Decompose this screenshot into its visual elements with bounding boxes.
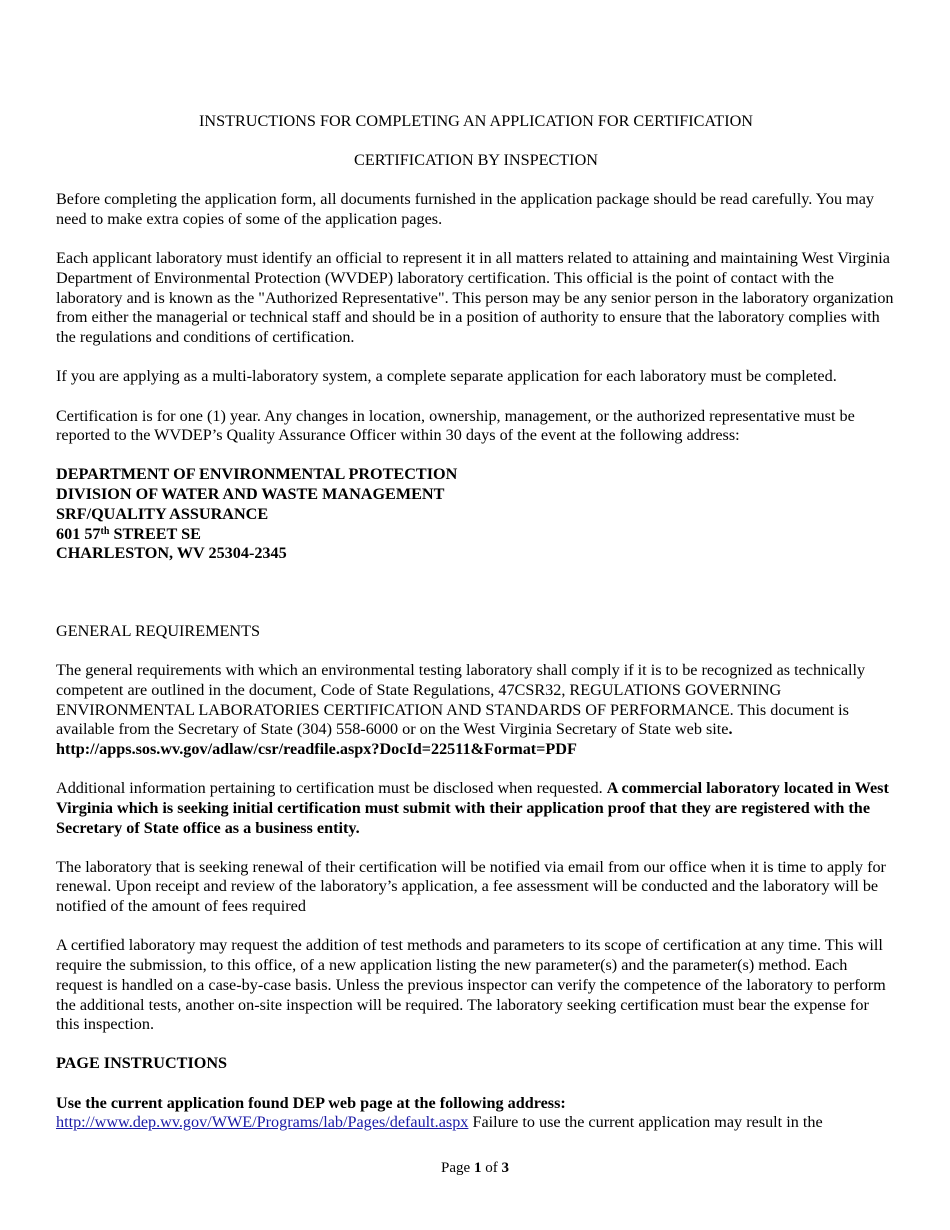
page-instructions-heading: PAGE INSTRUCTIONS <box>56 1054 228 1073</box>
document-title: INSTRUCTIONS FOR COMPLETING AN APPLICATION FOR CERTIFICATION <box>199 112 753 130</box>
document-subtitle: CERTIFICATION BY INSPECTION <box>354 151 598 170</box>
page-footer: Page 1 of 3 <box>441 1160 509 1176</box>
address-street: 601 57th STREET SE <box>56 524 201 543</box>
document-page <box>56 112 896 1133</box>
current-application-lead: Use the current application found DEP web page at the following address: <box>56 1093 566 1112</box>
general-requirements-heading: GENERAL REQUIREMENTS <box>56 621 260 640</box>
current-page-number: 1 <box>473 1160 482 1176</box>
regulations-url: . http://apps.sos.wv.gov/adlaw/csr/readfile.aspx?DocId=22511&Format=PDF <box>56 720 733 758</box>
certification-term-paragraph: Certification is for one (1) year. Any changes in location, ownership, management, or the authorized representative must be reported to the WVDEP’s Quality Assurance Officer within 30 days of the event at the following address: <box>56 406 855 445</box>
disclosure-paragraph: Additional information pertaining to certification must be disclosed when requested. A commercial laboratory located in West Virginia which is seeking initial certification must submit with their application proof that they are registered with the Secretary of State office as a business entity. <box>56 779 889 837</box>
dep-application-link[interactable]: http://www.dep.wv.gov/WWE/Programs/lab/Pages/default.aspx <box>56 1113 469 1132</box>
authorized-rep-paragraph: Each applicant laboratory must identify an official to represent it in all matters related to attaining and maintaining West Virginia Department of Environmental Protection (WVDEP) laboratory certification. This official is the point of contact with the laboratory and is known as the "Authorized Representative". This person may be any senior person in the laboratory organization from either the managerial or technical staff and should be in a position of authority to ensure that the laboratory complies with the regulations and conditions of certification. <box>56 249 894 347</box>
regulations-paragraph: The general requirements with which an environmental testing laboratory shall comply if it is to be recognized as technically competent are outlined in the document, Code of State Regulations, 47CSR32, REGULATIONS GOVERNING ENVIRONMENTAL LABORATORIES CERTIFICATION AND STANDARDS OF PERFORMANCE. This document is available from the Secretary of State (304) 558-6000 or on the West Virginia Secretary of State web site. http://apps.sos.wv.gov/adlaw/csr/readfile.aspx?DocId=22511&Format=PDF <box>56 661 866 758</box>
address-line: CHARLESTON, WV 25304-2345 <box>56 544 287 563</box>
total-page-number: 3 <box>501 1160 509 1176</box>
commercial-lab-notice: A commercial laboratory located in West Virginia which is seeking initial certification must submit with their application proof that they are registered with the Secretary of State office as a business entity. <box>56 779 889 837</box>
add-methods-paragraph: A certified laboratory may request the addition of test methods and parameters to its scope of certification at any time. This will require the submission, to this office, of a new application listing the new parameter(s) and the parameter(s) method. Each request is handled on a case-by-case basis. Unless the previous inspector can verify the competence of the laboratory to perform the additional tests, another on-site inspection will be required. The laboratory seeking certification must bear the expense for this inspection. <box>56 936 886 1034</box>
intro-paragraph: Before completing the application form, all documents furnished in the application package should be read carefully. You may need to make extra copies of some of the application pages. <box>56 190 874 229</box>
address-line: DIVISION OF WATER AND WASTE MANAGEMENT <box>56 485 445 504</box>
address-line: SRF/QUALITY ASSURANCE <box>56 504 269 523</box>
current-application-paragraph <box>56 1094 896 1133</box>
failure-notice: Failure to use the current application may result in the <box>468 1113 823 1132</box>
address-line: DEPARTMENT OF ENVIRONMENTAL PROTECTION <box>56 465 458 484</box>
mailing-address <box>56 465 896 564</box>
renewal-paragraph: The laboratory that is seeking renewal of their certification will be notified via email from our office when it is time to apply for renewal. Upon receipt and review of the laboratory’s application, a fee assessment will be conducted and the laboratory will be notified of the amount of fees required <box>56 857 886 916</box>
multi-lab-paragraph: If you are applying as a multi-laboratory system, a complete separate application for each laboratory must be completed. <box>56 367 837 386</box>
ordinal-suffix: th <box>100 525 110 537</box>
